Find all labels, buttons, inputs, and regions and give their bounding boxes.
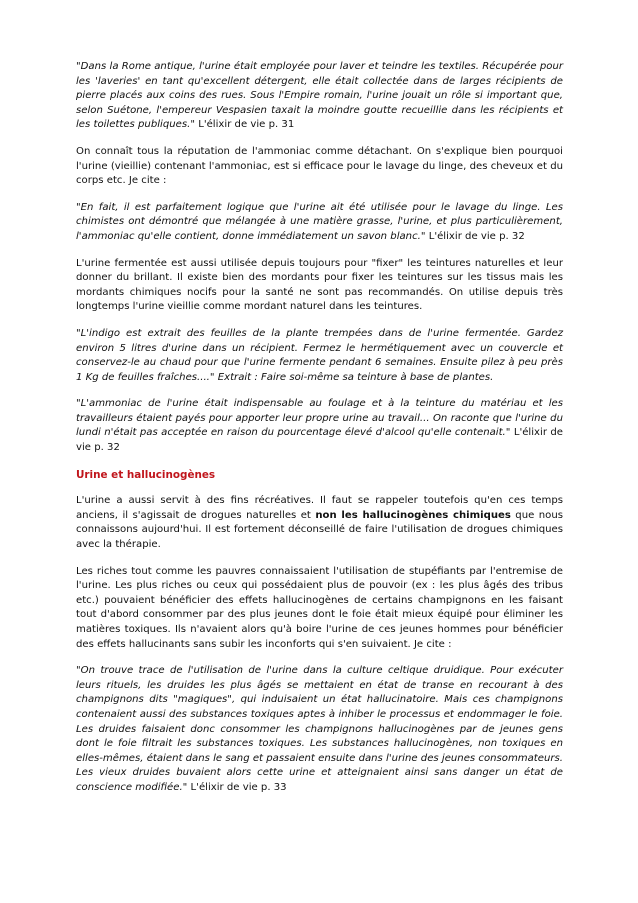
paragraph-recreatives: [76, 494, 563, 552]
text-before-bold: L'urine a aussi servit à des fins récréatives. Il faut se rappeler toutefois qu'en ces temps anciens, il s'agissait de drogues naturelles et: [76, 495, 563, 521]
quote-druides: [76, 664, 563, 795]
paragraph-riches-pauvres: Les riches tout comme les pauvres connaissaient l'utilisation de stupéfiants par l'entremise de l'urine. Les plus riches ou ceux qui possédaient plus de pouvoir (ex : les plus âgés des tribus etc.) pouvaient bénéficier des effets hallucinogènes de certains champignons en les faisant tout d'abord consommer par des plus jeunes dont le foie était mieux équipé pour éliminer les matières toxiques. Ils n'avaient alors qu'à boire l'urine de ces jeunes hommes pour bénéficier des effets hallucinants sans subir les inconforts qui s'en suivaient. Je cite :: [76, 565, 563, 650]
bold-emphasis: non les hallucinogènes chimiques: [315, 509, 511, 521]
document-page: [76, 60, 563, 808]
text-after-bold: que nous connaissons aujourd'hui. Il est fortement déconseillé de faire l'utilisation de drogues chimiques avec la thérapie.: [76, 509, 563, 551]
quote-source: L'élixir de vie p. 32: [428, 230, 525, 242]
quote-indigo: "L'indigo est extrait des feuilles de la plante trempées dans de l'urine fermentée. Gardez environ 5 litres d'urine dans un récipient. Fermez le hermétiquement avec un couvercle et conservez-le au chaud pour que l'urine fermente pendant 6 semaines. Ensuite pilez à peu près 1 Kg de feuilles fraîches...." Extrait : Faire soi-même sa teinture à base de plantes.: [76, 327, 563, 383]
quote-text: "En fait, il est parfaitement logique que l'urine ait été utilisée pour le lavage du linge. Les chimistes ont démontré que mélangée à une matière grasse, l'urine, et plus particulièrement, l'ammoniac qu'elle contient, donne immédiatement un savon blanc.": [76, 201, 563, 242]
section-heading: Urine et hallucinogènes: [76, 468, 216, 481]
quote-foulage: [76, 397, 563, 455]
quote-source: L'élixir de vie p. 32: [76, 427, 563, 454]
quote-source: L'élixir de vie p. 33: [190, 781, 287, 793]
paragraph-ammoniac: On connaît tous la réputation de l'ammoniac comme détachant. On s'explique bien pourquoi l'urine (vieillie) contenant l'ammoniac, est si efficace pour le lavage du linge, des cheveux et du corps etc. Je cite :: [76, 145, 563, 187]
quote-text: "Dans la Rome antique, l'urine était employée pour laver et teindre les textiles. Récupérée pour les 'laveries' en tant qu'excellent détergent, elle était collectée dans de larges récipients de pierre placés aux coins des rues. Sous l'Empire romain, l'urine jouait un rôle si important que, selon Suétone, l'empereur Vespasien taxait la moindre goutte recueillie dans les récipients et les toilettes publiques.": [76, 61, 563, 131]
paragraph-teintures: L'urine fermentée est aussi utilisée depuis toujours pour "fixer" les teintures naturelles et leur donner du brillant. Il existe bien des mordants pour fixer les teintures sur les tissus mais les mordants chimiques nocifs pour la santé ne sont pas recommandés. On utilise depuis très longtemps l'urine vieillie comme mordant naturel dans les teintures.: [76, 257, 563, 313]
quote-rome-antique: [76, 60, 563, 133]
quote-text: "L'ammoniac de l'urine était indispensable au foulage et à la teinture du matériau et les travailleurs étaient payés pour apporter leur propre urine au travail... On raconte que l'urine du lundi n'était pas acceptée en raison du pourcentage élevé d'alcool qu'elle contenait.": [76, 398, 563, 439]
quote-text: "On trouve trace de l'utilisation de l'urine dans la culture celtique druidique. Pour exécuter leurs rituels, les druides les plus âgés se mettaient en état de transe en recourant à des champignons dits "magiques", qui induisaient un état hallucinatoire. Mais ces champignons contenaient aussi des substances toxiques aptes à inhiber le processus et endommager le foie. Les druides faisaient donc consommer les champignons hallucinogènes par de jeunes gens dont le foie filtrait les substances toxiques. Les substances hallucinogènes, non toxiques en elles-mêmes, étaient dans le sang et passaient ensuite dans l'urine des jeunes consommateurs. Les vieux druides buvaient alors cette urine et atteignaient ainsi sans danger un état de conscience modifiée.": [76, 665, 563, 793]
quote-source: L'élixir de vie p. 31: [198, 119, 295, 131]
quote-lavage-linge: [76, 201, 563, 245]
